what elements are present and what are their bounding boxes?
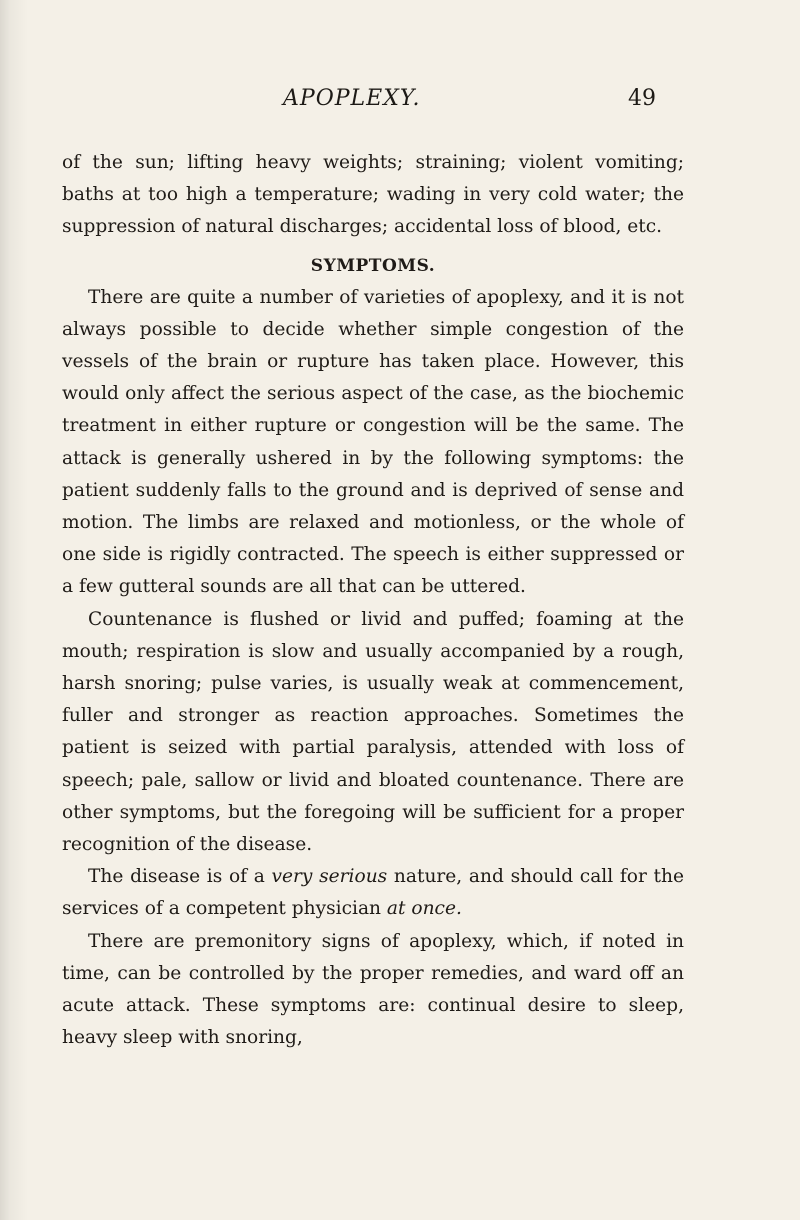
text-segment: The disease is of a	[88, 866, 272, 888]
running-head: APOPLEXY.	[283, 86, 421, 111]
paragraph-countenance: Countenance is flushed or livid and puffed; foaming at the mouth; respiration is slow and usually accompanied by a rough, harsh snoring; pulse varies, is usually weak at commencement, fuller and stronger as reaction approaches. Sometimes the patient is seized with partial paralysis, attended with loss of speech; pale, sallow or livid and bloated countenance. There are other symptoms, but the foregoing will be sufficient for a proper recognition of the disease.	[62, 608, 684, 856]
paragraph-serious-nature	[62, 861, 684, 925]
text-segment: nature, and should call for the services of a competent physician	[62, 866, 684, 920]
page-header	[0, 86, 800, 122]
paragraph-varieties: There are quite a number of varieties of apoplexy, and it is not always possible to decide whether simple congestion of the vessels of the brain or rupture has taken place. However, this would only affect the serious aspect of the case, as the biochemic treatment in either rupture or congestion will be the same. The attack is generally ushered in by the following symptoms: the patient suddenly falls to the ground and is deprived of sense and motion. The limbs are relaxed and motionless, or the whole of one side is rigidly contracted. The speech is either suppressed or a few gutteral sounds are all that can be uttered.	[62, 286, 684, 598]
paragraph-causes-continued: of the sun; lifting heavy weights; straining; violent vomiting; baths at too high a temperature; wading in very cold water; the suppression of natural discharges; accidental loss of blood, etc.	[62, 152, 684, 238]
italic-very-serious: very serious	[271, 866, 388, 888]
section-heading-symptoms: SYMPTOMS.	[310, 255, 436, 276]
italic-at-once: at once.	[386, 898, 462, 920]
paragraph-premonitory-signs: There are premonitory signs of apoplexy, which, if noted in time, can be controlled by the proper remedies, and ward off an acute attack. These symptoms are: continual desire to sleep, heavy sleep with snoring,	[62, 930, 684, 1049]
body-text	[62, 147, 684, 1054]
page-number: 49	[628, 86, 656, 111]
